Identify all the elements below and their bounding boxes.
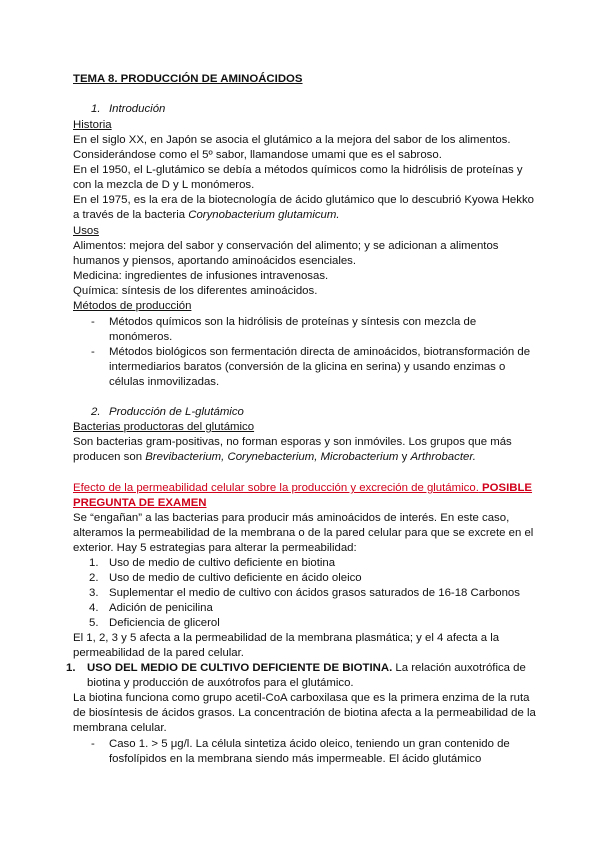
- metodos-bullet-line: células inmovilizadas.: [109, 376, 220, 388]
- metodos-bullet-line: monómeros.: [109, 331, 173, 343]
- efecto-line: El 1, 2, 3 y 5 afecta a la permeabilidad de la membrana plasmática; y el 4 afecta a la: [73, 632, 500, 644]
- metodos-heading: Métodos de producción: [73, 300, 192, 312]
- biotina-line: de biosíntesis de ácidos grasos. La concentración de biotina afecta a la permeabilidad de la: [73, 707, 536, 719]
- usos-line: Química: síntesis de los diferentes aminoácidos.: [73, 285, 318, 297]
- biotina-heading-line: biotina y producción de auxótrofos para el glutámico.: [87, 677, 354, 689]
- text-span: y: [398, 451, 411, 463]
- efecto-heading-text: Efecto de la permeabilidad celular sobre la producción y excreción de glutámico.: [73, 482, 479, 494]
- section-1-number: 1.: [91, 103, 101, 115]
- historia-line: En el 1950, el L-glutámico se debía a métodos químicos como la hidrólisis de proteínas y: [73, 164, 523, 176]
- exam-tag: POSIBLE: [478, 482, 533, 494]
- biotina-case-line: fosfolípidos en la membrana siendo más impermeable. El ácido glutámico: [109, 753, 482, 765]
- historia-line: con la mezcla de D y L monómeros.: [73, 179, 255, 191]
- biotina-line: La biotina funciona como grupo acetil-CoA carboxilasa que es la primera enzima de la ruta: [73, 692, 530, 704]
- text-span: La relación auxotrófica de: [392, 662, 526, 674]
- bacteria-name: Corynobacterium glutamicum.: [188, 209, 340, 221]
- historia-line: En el siglo XX, en Japón se asocia el glutámico a la mejora del sabor de los alimentos.: [73, 134, 511, 146]
- list-item: Suplementar el medio de cultivo con ácidos grasos saturados de 16-18 Carbonos: [109, 587, 520, 599]
- historia-line: [73, 208, 340, 223]
- list-number: 3.: [89, 587, 99, 599]
- list-item: Uso de medio de cultivo deficiente en ácido oleico: [109, 572, 362, 584]
- historia-line: Considerándose como el 5º sabor, llamandose umami que es el sabroso.: [73, 149, 442, 161]
- bacterias-line: [73, 450, 476, 465]
- metodos-bullet-line: Métodos químicos son la hidrólisis de proteínas y síntesis con mezcla de: [109, 316, 477, 328]
- biotina-line: membrana celular.: [73, 722, 167, 734]
- biotina-heading-bold: USO DEL MEDIO DE CULTIVO DEFICIENTE DE BIOTINA.: [87, 662, 393, 674]
- metodos-bullet-line: Métodos biológicos son fermentación directa de aminoácidos, biotransformación de: [109, 346, 531, 358]
- metodos-bullet-line: intermediarios baratos (conversión de la glicina en serina) y usando enzimas o: [109, 361, 506, 373]
- historia-line: En el 1975, es la era de la biotecnología de ácido glutámico que lo descubrió Kyowa Hekko: [73, 194, 534, 206]
- exam-tag-line: PREGUNTA DE EXAMEN: [73, 497, 207, 509]
- efecto-line: permeabilidad de la pared celular.: [73, 647, 244, 659]
- list-number: 5.: [89, 617, 99, 629]
- list-number: 2.: [89, 572, 99, 584]
- section-1-heading: Introdución: [109, 103, 166, 115]
- section-2-number: 2.: [91, 406, 101, 418]
- bullet-dash: -: [91, 346, 95, 358]
- list-item: Uso de medio de cultivo deficiente en biotina: [109, 557, 336, 569]
- bacteria-name: Arthrobacter.: [410, 451, 476, 463]
- efecto-heading: [73, 481, 532, 496]
- text-span: producen son: [73, 451, 146, 463]
- usos-line: humanos y piensos, aportando aminoácidos esenciales.: [73, 255, 357, 267]
- biotina-heading: [87, 661, 526, 676]
- usos-heading: Usos: [73, 225, 99, 237]
- usos-line: Alimentos: mejora del sabor y conservación del alimento; y se adicionan a alimentos: [73, 240, 499, 252]
- efecto-line: alteramos la permeabilidad de la membrana o de la pared celular para que se excrete en el: [73, 527, 534, 539]
- bullet-dash: -: [91, 316, 95, 328]
- bacterias-line: Son bacterias gram-positivas, no forman esporas y son inmóviles. Los grupos que más: [73, 436, 512, 448]
- text-span: a través de la bacteria: [73, 209, 189, 221]
- usos-line: Medicina: ingredientes de infusiones intravenosas.: [73, 270, 329, 282]
- efecto-line: exterior. Hay 5 estrategias para alterar la permeabilidad:: [73, 542, 357, 554]
- biotina-number: 1.: [66, 662, 76, 674]
- list-item: Deficiencia de glicerol: [109, 617, 220, 629]
- list-number: 4.: [89, 602, 99, 614]
- bacteria-names: Brevibacterium, Corynebacterium, Microbacterium: [145, 451, 399, 463]
- list-number: 1.: [89, 557, 99, 569]
- section-2-heading: Producción de L-glutámico: [109, 406, 244, 418]
- historia-heading: Historia: [73, 119, 112, 131]
- biotina-case-line: Caso 1. > 5 μg/l. La célula sintetiza ácido oleico, teniendo un gran contenido de: [109, 738, 510, 750]
- efecto-line: Se “engañan” a las bacterias para producir más aminoácidos de interés. En este caso,: [73, 512, 510, 524]
- page-title: TEMA 8. PRODUCCIÓN DE AMINOÁCIDOS: [73, 73, 303, 85]
- bullet-dash: -: [91, 738, 95, 750]
- list-item: Adición de penicilina: [109, 602, 213, 614]
- bacterias-heading: Bacterias productoras del glutámico: [73, 421, 255, 433]
